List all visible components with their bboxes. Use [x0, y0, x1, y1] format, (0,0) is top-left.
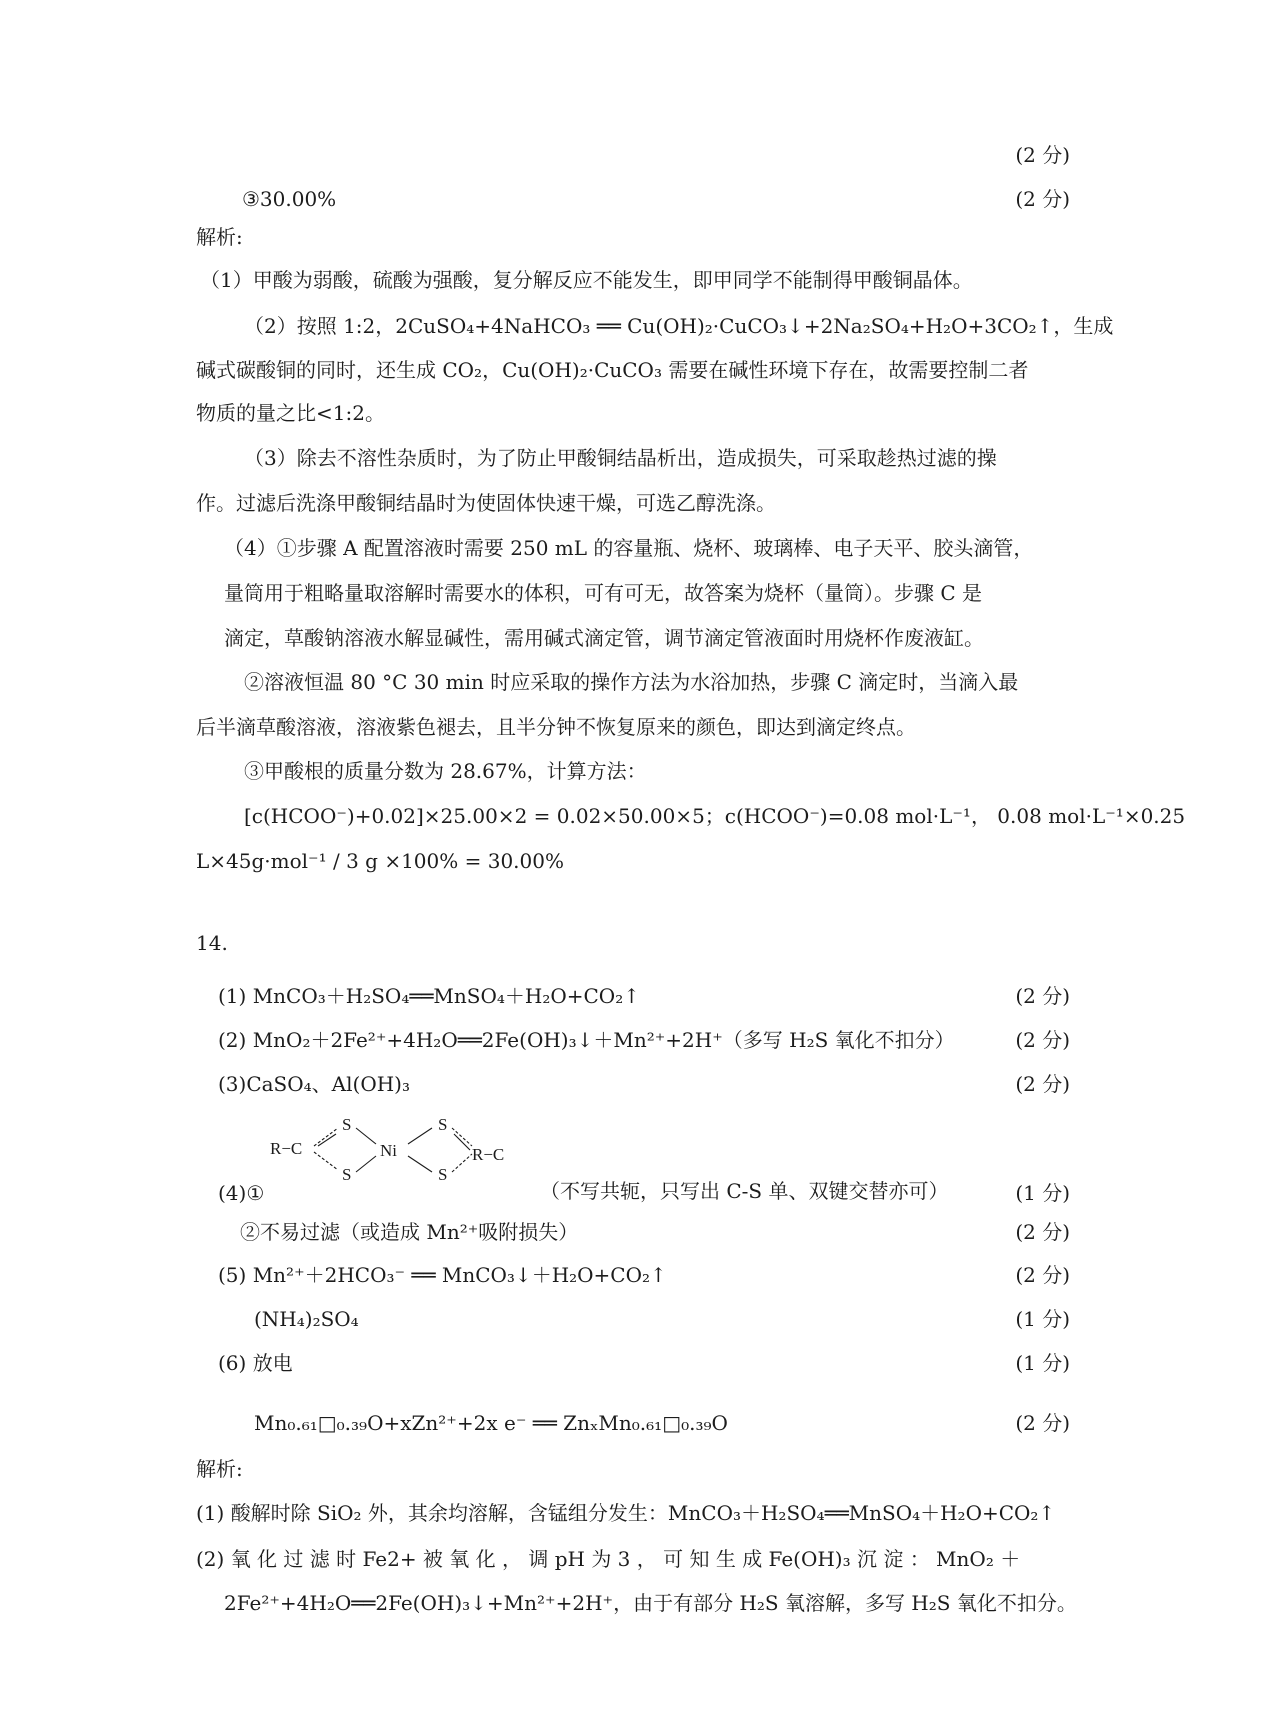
- answer-item: (6) 放电: [218, 1351, 293, 1375]
- analysis-line: ③甲酸根的质量分数为 28.67%，计算方法：: [244, 759, 647, 783]
- analysis-line: 碱式碳酸铜的同时，还生成 CO₂，Cu(OH)₂·CuCO₃ 需要在碱性环境下存在，故需要控制二者: [196, 358, 1029, 382]
- score-label: (2 分): [1015, 1263, 1070, 1287]
- question-number: 14.: [196, 931, 228, 955]
- answer-item: (4)①: [218, 1181, 265, 1205]
- analysis-heading: 解析:: [196, 225, 243, 249]
- analysis-line: 量筒用于粗略量取溶解时需要水的体积，可有可无，故答案为烧杯（量筒）。步骤 C 是: [224, 581, 983, 605]
- score-label: (1 分): [1015, 1351, 1070, 1375]
- nickel-complex-structure: [268, 1112, 558, 1192]
- calculation-line: [c(HCOO⁻)+0.02]×25.00×2 = 0.02×50.00×5；c(HCOO⁻)=0.08 mol·L⁻¹， 0.08 mol·L⁻¹×0.25: [244, 804, 1186, 828]
- sulfur-atom: S: [342, 1165, 352, 1184]
- left-r-group: R−C: [270, 1139, 303, 1158]
- answer-item: (3)CaSO₄、Al(OH)₃: [218, 1072, 410, 1096]
- structure-diagram: [268, 1112, 558, 1192]
- score-label: (1 分): [1015, 1307, 1070, 1331]
- analysis-line: (2) 氧 化 过 滤 时 Fe2+ 被 氧 化 ， 调 pH 为 3 ， 可 知 生 成 Fe(OH)₃ 沉 淀 ： MnO₂ ＋: [196, 1547, 1021, 1571]
- score-label: (2 分): [1015, 1220, 1070, 1244]
- answer-note: （不写共轭，只写出 C-S 单、双键交替亦可）: [540, 1179, 949, 1203]
- answer-item: (2) MnO₂＋2Fe²⁺+4H₂O══2Fe(OH)₃↓＋Mn²⁺+2H⁺（多写 H₂S 氧化不扣分）: [218, 1028, 955, 1052]
- score-label: (2 分): [1015, 1072, 1070, 1096]
- answer-item: (5) Mn²⁺＋2HCO₃⁻ ══ MnCO₃↓＋H₂O+CO₂↑: [218, 1263, 667, 1287]
- sulfur-atom: S: [438, 1115, 448, 1134]
- analysis-line: （1）甲酸为弱酸，硫酸为强酸，复分解反应不能发生，即甲同学不能制得甲酸铜晶体。: [200, 268, 973, 292]
- calculation-line: L×45g·mol⁻¹ / 3 g ×100% = 30.00%: [196, 849, 564, 873]
- right-r-group: R−C: [472, 1145, 505, 1164]
- score-label: (1 分): [1015, 1181, 1070, 1205]
- analysis-line: （3）除去不溶性杂质时，为了防止甲酸铜结晶析出，造成损失，可采取趁热过滤的操: [244, 446, 997, 470]
- answer-item-3: ③30.00%: [242, 187, 337, 211]
- score-label: (2 分): [1015, 1411, 1070, 1435]
- sulfur-atom: S: [342, 1115, 352, 1134]
- analysis-line: （2）按照 1:2，2CuSO₄+4NaHCO₃ ══ Cu(OH)₂·CuCO₃↓+2Na₂SO₄+H₂O+3CO₂↑，生成: [244, 314, 1114, 338]
- analysis-line: 后半滴草酸溶液，溶液紫色褪去，且半分钟不恢复原来的颜色，即达到滴定终点。: [196, 715, 916, 739]
- analysis-line: (1) 酸解时除 SiO₂ 外，其余均溶解，含锰组分发生：MnCO₃＋H₂SO₄══MnSO₄＋H₂O+CO₂↑: [196, 1501, 1056, 1525]
- answer-item: (1) MnCO₃＋H₂SO₄══MnSO₄＋H₂O+CO₂↑: [218, 984, 640, 1008]
- answer-item: (NH₄)₂SO₄: [254, 1307, 359, 1331]
- score-label: (2 分): [1015, 143, 1070, 167]
- sulfur-atom: S: [438, 1165, 448, 1184]
- analysis-line: 作。过滤后洗涤甲酸铜结晶时为使固体快速干燥，可选乙醇洗涤。: [196, 491, 776, 515]
- analysis-line: 物质的量之比<1:2。: [196, 401, 385, 425]
- analysis-line: ②溶液恒温 80 °C 30 min 时应采取的操作方法为水浴加热，步骤 C 滴定时，当滴入最: [244, 670, 1019, 694]
- analysis-line: 滴定，草酸钠溶液水解显碱性，需用碱式滴定管，调节滴定管液面时用烧杯作废液缸。: [224, 626, 984, 650]
- score-label: (2 分): [1015, 984, 1070, 1008]
- score-label: (2 分): [1015, 187, 1070, 211]
- nickel-atom: Ni: [380, 1141, 397, 1160]
- analysis-line: （4）①步骤 A 配置溶液时需要 250 mL 的容量瓶、烧杯、玻璃棒、电子天平、胶头滴管，: [224, 536, 1034, 560]
- answer-item: ②不易过滤（或造成 Mn²⁺吸附损失）: [240, 1220, 579, 1244]
- score-label: (2 分): [1015, 1028, 1070, 1052]
- answer-item: Mn₀.₆₁□₀.₃₉O+xZn²⁺+2x e⁻ ══ ZnₓMn₀.₆₁□₀.₃₉O: [254, 1411, 728, 1435]
- analysis-heading: 解析:: [196, 1457, 243, 1481]
- analysis-line: 2Fe²⁺+4H₂O══2Fe(OH)₃↓+Mn²⁺+2H⁺，由于有部分 H₂S 氧溶解，多写 H₂S 氧化不扣分。: [224, 1591, 1077, 1615]
